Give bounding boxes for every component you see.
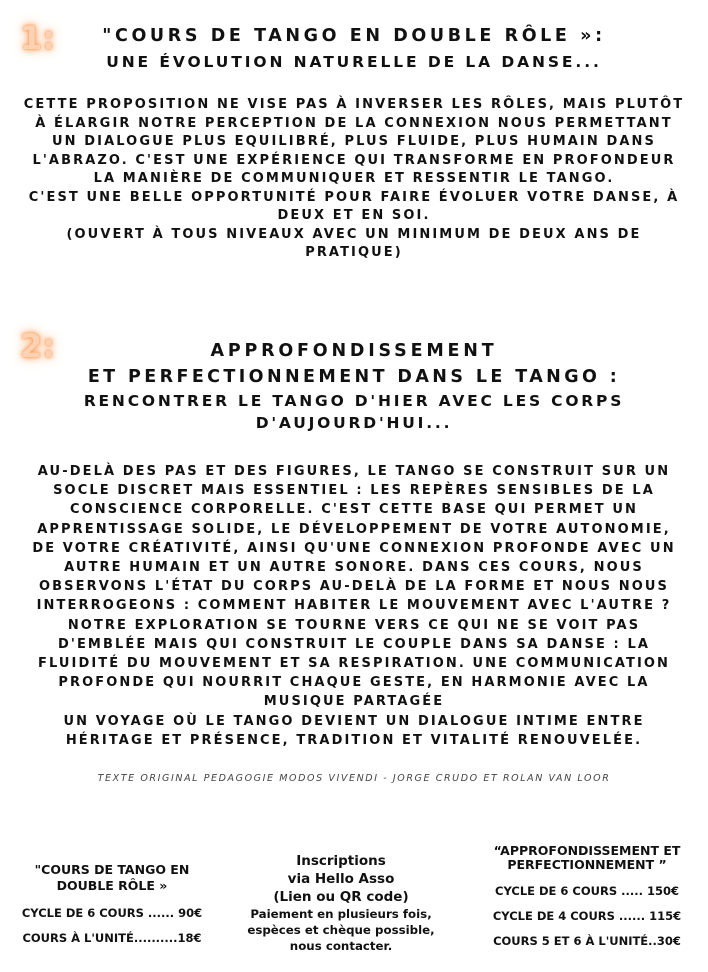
section2-paragraph-line: UN VOYAGE OÙ LE TANGO DEVIENT UN DIALOGUE INTIME ENTRE bbox=[63, 713, 645, 729]
section2-subtitle-line2: D'AUJOURD'HUI... bbox=[255, 414, 453, 432]
payment-info-2: espèces et chèque possible, bbox=[247, 923, 435, 937]
pricing-left-price2: COURS À L'UNITÉ..........18€ bbox=[22, 931, 202, 945]
section2-paragraph-line: DE VOTRE CRÉATIVITÉ, AINSI QU'UNE CONNEXION PROFONDE AVEC UN bbox=[32, 540, 676, 556]
inscriptions-via: via Hello Asso bbox=[287, 871, 395, 887]
section1-paragraph bbox=[0, 96, 708, 263]
inscriptions-link: (Lien ou QR code) bbox=[273, 889, 409, 905]
section1-paragraph-line: (OUVERT À TOUS NIVEAUX AVEC UN MINIMUM DE DEUX ANS DE bbox=[66, 226, 642, 242]
section2-paragraph-line: AUTRE HUMAIN ET UN AUTRE SONORE. DANS CES COURS, NOUS bbox=[64, 560, 644, 576]
section-number-2: 2: bbox=[20, 327, 56, 365]
section2-paragraph-line: OBSERVONS L'ÉTAT DU CORPS AU-DELÀ DE LA FORME ET NOUS NOUS bbox=[38, 579, 669, 595]
section2-paragraph-line: SOCLE DISCRET MAIS ESSENTIEL : LES REPÈRES SENSIBLES DE LA bbox=[53, 483, 655, 499]
section1-paragraph-line: DEUX ET EN SOI. bbox=[277, 208, 431, 223]
pricing-right-price2: CYCLE DE 4 COURS ...... 115€ bbox=[492, 909, 682, 923]
section2-paragraph-line: D'EMBLÉE MAIS QUI CONSTRUIT LE COUPLE DANS SA DANSE : LA bbox=[57, 636, 651, 652]
credit-line: TEXTE ORIGINAL PEDAGOGIE MODOS VIVENDI - JORGE CRUDO ET ROLAN VAN LOOR bbox=[97, 773, 611, 784]
section2-paragraph-line: AU-DELÀ DES PAS ET DES FIGURES, LE TANGO SE CONSTRUIT SUR UN bbox=[37, 464, 671, 479]
pricing-left-price1: CYCLE DE 6 COURS ...... 90€ bbox=[21, 906, 203, 920]
section2-paragraph-line: NOTRE EXPLORATION SE TOURNE VERS CE QUI NE SE VOIT PAS bbox=[67, 617, 641, 633]
section1-paragraph-line: LA MANIÈRE DE COMMUNIQUER ET RESSENTIR LE TANGO. bbox=[93, 171, 615, 186]
section2-subtitle: RENCONTRER LE TANGO D'HIER AVEC LES CORPS bbox=[83, 392, 625, 410]
pricing-right bbox=[466, 844, 708, 948]
pricing-left bbox=[0, 862, 224, 945]
section2-title: APPROFONDISSEMENT bbox=[210, 341, 498, 361]
section1-paragraph-line: PRATIQUE) bbox=[305, 245, 403, 260]
pricing-right-title-line2: PERFECTIONNEMENT ” bbox=[507, 857, 667, 872]
section1-paragraph-line: CETTE PROPOSITION NE VISE PAS À INVERSER LES RÔLES, MAIS PLUTÔT bbox=[23, 97, 685, 112]
section1-paragraph-line: UN DIALOGUE PLUS EQUILIBRÉ, PLUS FLUIDE, PLUS HUMAIN DANS bbox=[52, 134, 656, 149]
payment-info-3: nous contacter. bbox=[289, 939, 393, 953]
section2-paragraph-line: APPRENTISSAGE SOLIDE, LE DÉVELOPPEMENT DE VOTRE AUTONOMIE, bbox=[37, 521, 671, 537]
section2-paragraph bbox=[0, 462, 708, 750]
section2-title-line2: ET PERFECTIONNEMENT DANS LE TANGO : bbox=[87, 367, 621, 387]
section-number-1: 1: bbox=[20, 19, 56, 57]
section2-paragraph-line: MUSIQUE PARTAGÉE bbox=[263, 694, 445, 710]
section1-paragraph-line: L'ABRAZO. C'EST UNE EXPÉRIENCE QUI TRANSFORME EN PROFONDEUR bbox=[32, 152, 676, 168]
section1-title: "COURS DE TANGO EN DOUBLE RÔLE »: bbox=[102, 26, 606, 46]
section1-subtitle: UNE ÉVOLUTION NATURELLE DE LA DANSE... bbox=[106, 53, 602, 71]
section2-paragraph-line: HÉRITAGE ET PRÉSENCE, TRADITION ET VITALITÉ RENOUVELÉE. bbox=[65, 732, 643, 748]
pricing-middle bbox=[228, 852, 454, 954]
section2-paragraph-line: CONSCIENCE CORPORELLE. C'EST CETTE BASE QUI PERMET UN bbox=[70, 502, 638, 518]
pricing-right-price1: CYCLE DE 6 COURS ..... 150€ bbox=[495, 884, 679, 898]
pricing-left-title-line2: DOUBLE RÔLE » bbox=[56, 878, 168, 893]
pricing-left-title: "COURS DE TANGO EN bbox=[34, 862, 190, 877]
pricing-right-price3: COURS 5 ET 6 À L'UNITÉ..30€ bbox=[493, 934, 681, 948]
section2-paragraph-line: FLUIDITÉ DU MOUVEMENT ET SA RESPIRATION. UNE COMMUNICATION bbox=[37, 656, 671, 672]
pricing-right-title: “APPROFONDISSEMENT ET bbox=[493, 843, 681, 858]
section1-paragraph-line: À ÉLARGIR NOTRE PERCEPTION DE LA CONNEXION NOUS PERMETTANT bbox=[35, 115, 673, 131]
section2-paragraph-line: INTERROGEONS : COMMENT HABITER LE MOUVEMENT AVEC L'AUTRE ? bbox=[36, 598, 672, 614]
section2-paragraph-line: PROFONDE QUI NOURRIT CHAQUE GESTE, EN HARMONIE AVEC LA bbox=[58, 675, 650, 691]
inscriptions-heading: Inscriptions bbox=[296, 853, 386, 869]
section1-paragraph-line: C'EST UNE BELLE OPPORTUNITÉ POUR FAIRE ÉVOLUER VOTRE DANSE, À bbox=[28, 189, 680, 205]
payment-info-1: Paiement en plusieurs fois, bbox=[250, 907, 432, 921]
